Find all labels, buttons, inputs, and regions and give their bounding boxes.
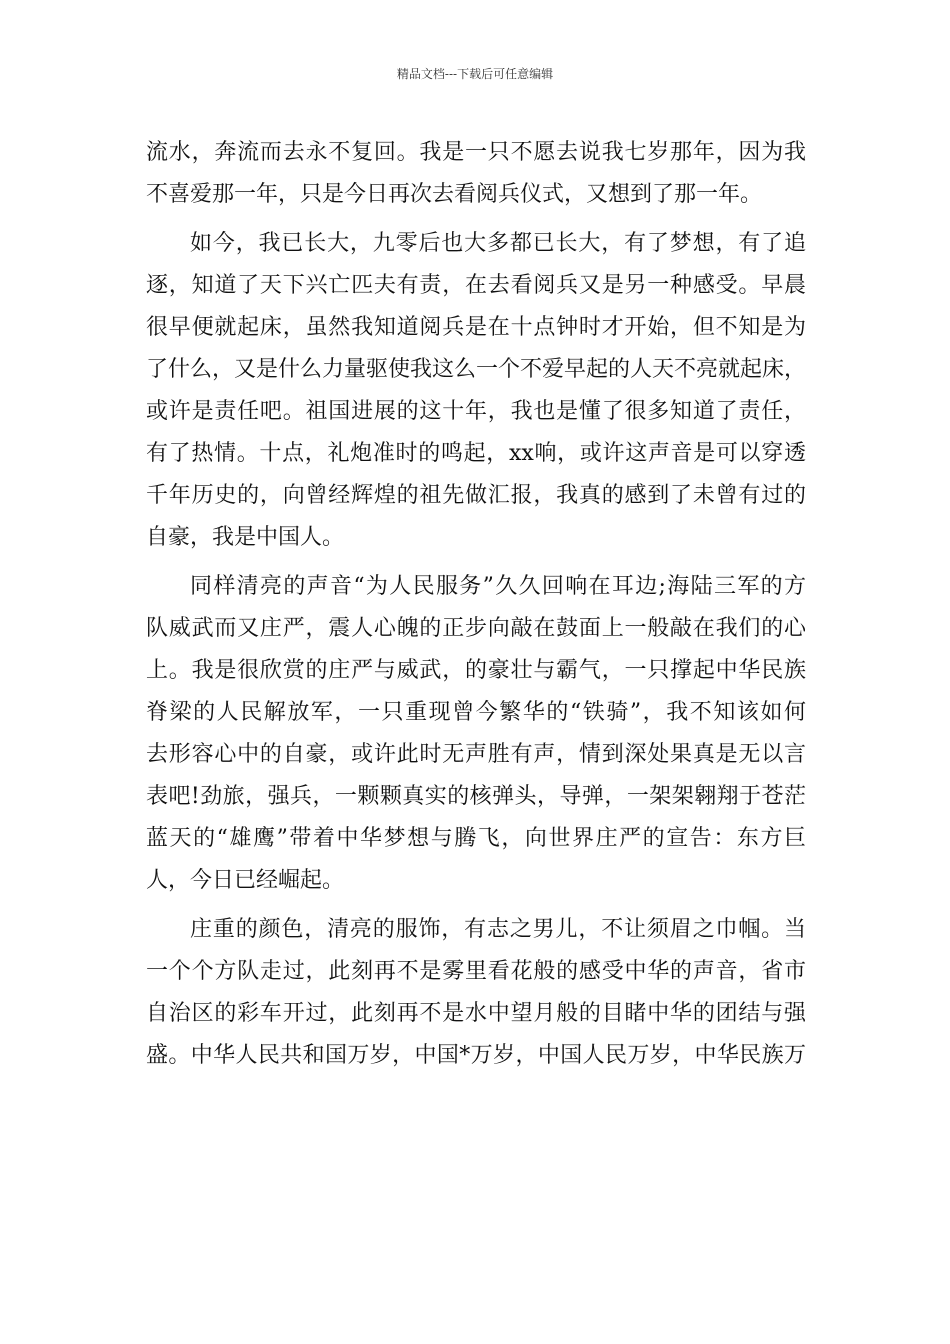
text-line: 一个个方队走过，此刻再不是雾里看花般的感受中华的声音，省市: [146, 959, 806, 984]
text-line: 不喜爱那一年，只是今日再次去看阅兵仪式，又想到了那一年。: [146, 182, 763, 207]
text-line: 或许是责任吧。祖国进展的这十年，我也是懂了很多知道了责任，: [146, 399, 806, 424]
document-body: [146, 132, 806, 1077]
text-line: 流水，奔流而去永不复回。我是一只不愿去说我七岁那年，因为我: [146, 140, 806, 165]
text-line: 去形容心中的自豪，或许此时无声胜有声，情到深处果真是无以言: [146, 742, 806, 767]
page-header: 精品文档---下载后可任意编辑: [396, 67, 554, 81]
text-line: 了什么，又是什么力量驱使我这么一个不爱早起的人天不亮就起床，: [146, 357, 806, 382]
text-line: 上。我是很欣赏的庄严与威武，的豪壮与霸气，一只撑起中华民族: [146, 658, 806, 683]
paragraph-3: [146, 566, 806, 902]
paragraph-2: [146, 223, 806, 559]
paragraph-4: [146, 909, 806, 1077]
text-line: 逐，知道了天下兴亡匹夫有责，在去看阅兵又是另一种感受。早晨: [146, 273, 806, 298]
text-line: 脊梁的人民解放军，一只重现曾今繁华的“铁骑”，我不知该如何: [146, 700, 806, 725]
text-line: 千年历史的，向曾经辉煌的祖先做汇报，我真的感到了未曾有过的: [146, 483, 806, 508]
text-line: 自治区的彩车开过，此刻再不是水中望月般的目睹中华的团结与强: [146, 1001, 806, 1026]
text-line: 人，今日已经崛起。: [146, 868, 345, 893]
text-line: 有了热情。十点，礼炮准时的鸣起，xx响，或许这声音是可以穿透: [146, 441, 806, 466]
paragraph-1: [146, 132, 806, 216]
text-line: 队威武而又庄严，震人心魄的正步向敲在鼓面上一般敲在我们的心: [146, 616, 806, 641]
text-line: 盛。中华人民共和国万岁，中国*万岁，中国人民万岁，中华民族万: [146, 1043, 806, 1068]
text-line: 如今，我已长大，九零后也大多都已长大，有了梦想，有了追: [190, 231, 806, 256]
text-line: 同样清亮的声音“为人民服务”久久回响在耳边;海陆三军的方: [190, 574, 806, 599]
text-line: 表吧!劲旅，强兵，一颗颗真实的核弹头，导弹，一架架翱翔于苍茫: [146, 784, 806, 809]
text-line: 蓝天的“雄鹰”带着中华梦想与腾飞，向世界庄严的宣告：东方巨: [146, 826, 806, 851]
text-line: 庄重的颜色，清亮的服饰，有志之男儿，不让须眉之巾帼。当: [190, 917, 806, 942]
text-line: 很早便就起床，虽然我知道阅兵是在十点钟时才开始，但不知是为: [146, 315, 806, 340]
text-line: 自豪，我是中国人。: [146, 525, 345, 550]
